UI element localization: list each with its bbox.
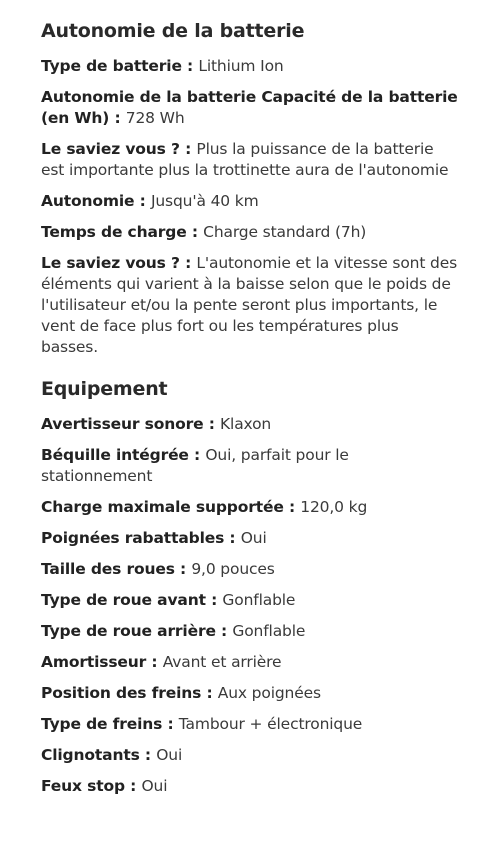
spec-brake-type: Type de freins : Tambour + électronique (41, 714, 363, 733)
spec-label: Type de batterie (41, 56, 182, 75)
spec-value: Aux poignées (217, 683, 321, 702)
spec-label: Temps de charge (41, 222, 187, 241)
spec-value: Jusqu'à 40 km (150, 191, 259, 210)
spec-value: Gonflable (222, 590, 296, 609)
spec-label: Autonomie de la batterie Capacité de la batterie (en Wh) (41, 87, 458, 127)
spec-value: 9,0 pouces (191, 559, 275, 578)
spec-brake-lights: Feux stop : Oui (41, 776, 168, 795)
spec-value: Oui (240, 528, 267, 547)
spec-battery-capacity: Autonomie de la batterie Capacité de la batterie (en Wh) : 728 Wh (41, 87, 458, 127)
spec-label: Le saviez vous ? (41, 139, 180, 158)
spec-value: Plus la puissance de la batterie est importante plus la trottinette aura de l'autonomie (41, 139, 449, 179)
spec-kickstand: Béquille intégrée : Oui, parfait pour le stationnement (41, 445, 349, 485)
spec-value: Gonflable (232, 621, 306, 640)
spec-did-you-know: Le saviez vous ? : L'autonomie et la vitesse sont des éléments qui varient à la baisse selon que le poids de l'utilisateur et/ou la pente seront plus importants, le vent de face plus fort ou les températures plus basses. (41, 253, 458, 356)
spec-wheel-size: Taille des roues : 9,0 pouces (41, 559, 275, 578)
spec-value: Klaxon (220, 414, 272, 433)
spec-label: Avertisseur sonore (41, 414, 204, 433)
spec-max-load: Charge maximale supportée : 120,0 kg (41, 497, 368, 516)
section-title: Autonomie de la batterie (41, 20, 305, 42)
spec-label: Le saviez vous ? (41, 253, 180, 272)
spec-rear-wheel-type: Type de roue arrière : Gonflable (41, 621, 306, 640)
spec-did-you-know: Le saviez vous ? : Plus la puissance de la batterie est importante plus la trottinette aura de l'autonomie (41, 139, 449, 179)
spec-label: Type de freins (41, 714, 163, 733)
spec-label: Position des freins (41, 683, 202, 702)
spec-label: Amortisseur (41, 652, 147, 671)
spec-folding-handles: Poignées rabattables : Oui (41, 528, 267, 547)
spec-label: Charge maximale supportée (41, 497, 284, 516)
spec-label: Poignées rabattables (41, 528, 225, 547)
spec-value: Avant et arrière (162, 652, 282, 671)
spec-value: Oui, parfait pour le stationnement (41, 445, 349, 485)
spec-turn-signals: Clignotants : Oui (41, 745, 183, 764)
spec-label: Taille des roues (41, 559, 175, 578)
spec-suspension: Amortisseur : Avant et arrière (41, 652, 282, 671)
spec-value: L'autonomie et la vitesse sont des éléments qui varient à la baisse selon que le poids de l'utilisateur et/ou la pente seront plus importants, le vent de face plus fort ou les températures plus basses. (41, 253, 458, 356)
spec-front-wheel-type: Type de roue avant : Gonflable (41, 590, 296, 609)
spec-label: Béquille intégrée (41, 445, 189, 464)
spec-horn: Avertisseur sonore : Klaxon (41, 414, 272, 433)
spec-brake-position: Position des freins : Aux poignées (41, 683, 321, 702)
spec-label: Clignotants (41, 745, 140, 764)
spec-label: Autonomie (41, 191, 135, 210)
section-equipment (41, 378, 460, 797)
spec-value: Lithium Ion (198, 56, 284, 75)
spec-battery-type: Type de batterie : Lithium Ion (41, 56, 284, 75)
spec-charge-time: Temps de charge : Charge standard (7h) (41, 222, 367, 241)
section-battery (41, 20, 460, 358)
spec-value: 728 Wh (125, 108, 185, 127)
spec-label: Type de roue arrière (41, 621, 216, 640)
spec-value: Oui (156, 745, 183, 764)
spec-label: Type de roue avant (41, 590, 206, 609)
spec-value: Charge standard (7h) (203, 222, 367, 241)
spec-value: 120,0 kg (300, 497, 368, 516)
spec-value: Tambour + électronique (178, 714, 363, 733)
spec-label: Feux stop (41, 776, 125, 795)
section-title: Equipement (41, 377, 168, 400)
spec-value: Oui (141, 776, 168, 795)
spec-range: Autonomie : Jusqu'à 40 km (41, 191, 259, 210)
